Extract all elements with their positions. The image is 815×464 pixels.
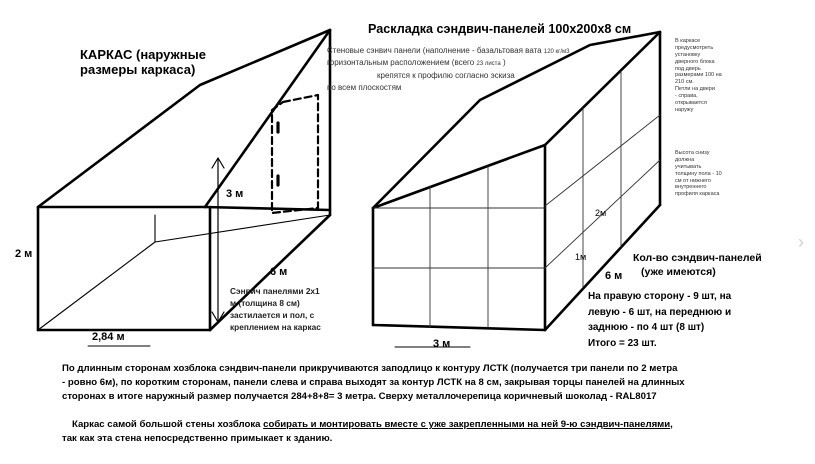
layout-length-label: 6 м xyxy=(605,270,623,282)
bottom-p1-line: По длинным сторонам хозблока сэндвич-панели прикручиваются заподлицо к контуру ЛСТК (получается три панели по 2 метра xyxy=(62,363,678,374)
panel-short-label: 1м xyxy=(575,252,587,262)
height-note-line: Высота снизу xyxy=(675,150,710,156)
door-note-line: 210 см. xyxy=(675,79,694,86)
wall-note-density: 120 кг/м3 xyxy=(543,49,570,55)
panel-front-bottom-edge xyxy=(373,325,545,330)
height-note xyxy=(675,150,722,198)
layout-width-label: 3 м xyxy=(433,338,451,350)
bottom-p2-end: , xyxy=(670,419,673,430)
panel-long-label: 2м xyxy=(595,208,607,218)
floor-note-line: застилается и пол, с xyxy=(230,310,315,321)
height-note-line: внутреннего xyxy=(675,184,707,191)
bottom-p1-line: - ровно 6м), по коротким сторонам, панели слева и справа выходят за контур ЛСТК на 8 см, закрывая торцы панелей на длинных xyxy=(62,376,685,388)
wall-note-line4: по всем плоскостям xyxy=(327,83,402,93)
floor-note xyxy=(230,285,321,333)
height-note-line: толщину пола - 10 xyxy=(675,170,722,177)
wall-note-count: 23 листа xyxy=(476,61,501,68)
wall-note-line3: крепятся к профилю согласно эскиза xyxy=(377,70,515,80)
frame-title-line1: КАРКАС (наружные xyxy=(80,47,206,62)
door-note-line: установку xyxy=(675,51,701,58)
bottom-p2-start: Каркас самой большой стены хозблока xyxy=(72,419,261,430)
panel-count-list xyxy=(588,289,731,351)
door-outline xyxy=(272,95,318,213)
bottom-p2-underlined: собирать и монтировать вместе с уже закрепленными на ней 9-ю сэндвич-панелями xyxy=(263,419,671,430)
wall-note-line1: Стеновые сэнвич панели (наполнение - базальтовая вата xyxy=(327,46,542,55)
floor-note-line: креплением на каркас xyxy=(230,322,321,333)
panel-count-line: заднюю - по 4 шт (8 шт) xyxy=(588,322,705,333)
wall-note-line2: горизонтальным расположением (всего xyxy=(327,58,475,68)
panel-count-line: На правую сторону - 9 шт, на xyxy=(588,291,732,302)
door-note-line: размерами 100 на xyxy=(675,72,722,79)
frame-side-label: 2 м xyxy=(15,248,33,260)
bottom-p1-line: сторонах в итоге наружный размер получается 284+8+8= 3 метра. Сверху металлочерепица коричневый шоколад - RAL8017 xyxy=(62,390,657,402)
bottom-paragraph-2 xyxy=(62,418,673,446)
frame-height-label: 3 м xyxy=(226,188,244,200)
height-note-line: учитывать xyxy=(675,163,702,170)
height-note-line: должна xyxy=(675,156,695,163)
door-note-line: наружу xyxy=(675,106,694,113)
door-note-line: открывается xyxy=(675,99,707,106)
frame-depth-label: 6 м xyxy=(270,266,288,278)
floor-note-line: Сэнвич панелями 2х1 xyxy=(230,286,320,296)
layout-title: Раскладка сэндвич-панелей 100х200х8 см xyxy=(368,22,632,36)
door-note-line: Петли на двери xyxy=(675,86,715,93)
panel-count-title-line2: (уже имеются) xyxy=(641,265,716,278)
height-note-line: профиля каркаса xyxy=(675,191,720,198)
floor-note-line: м (толщина 8 см) xyxy=(230,298,300,309)
panel-count-title xyxy=(633,252,762,279)
frame-width-label: 2,84 м xyxy=(92,331,125,343)
door-note-line: дверного блока xyxy=(675,58,715,65)
bottom-p2-line2: так как эта стена непосредственно примыкает к зданию. xyxy=(62,432,333,444)
panel-count-line: левую - 6 шт, на переднюю и xyxy=(588,306,732,318)
door-note-line: предусмотреть xyxy=(675,44,714,51)
wall-note-close: ) xyxy=(502,58,506,68)
wall-panels-note xyxy=(327,45,570,95)
next-chevron-icon[interactable]: › xyxy=(798,232,804,252)
door-note-line: под дверь xyxy=(675,65,701,72)
door-note-line: - справа, xyxy=(675,93,698,99)
door-note xyxy=(675,38,722,114)
frame-title xyxy=(80,48,206,78)
bottom-paragraph-1 xyxy=(62,362,685,404)
frame-title-line2: размеры каркаса) xyxy=(80,61,196,77)
door-note-line: В каркасе xyxy=(675,38,701,44)
panel-count-title-line1: Кол-во сэндвич-панелей xyxy=(633,252,762,264)
panel-count-line: Итого = 23 шт. xyxy=(588,337,657,349)
panel-front-top-edge xyxy=(373,145,545,208)
height-note-line: см от нижнего xyxy=(675,177,711,184)
